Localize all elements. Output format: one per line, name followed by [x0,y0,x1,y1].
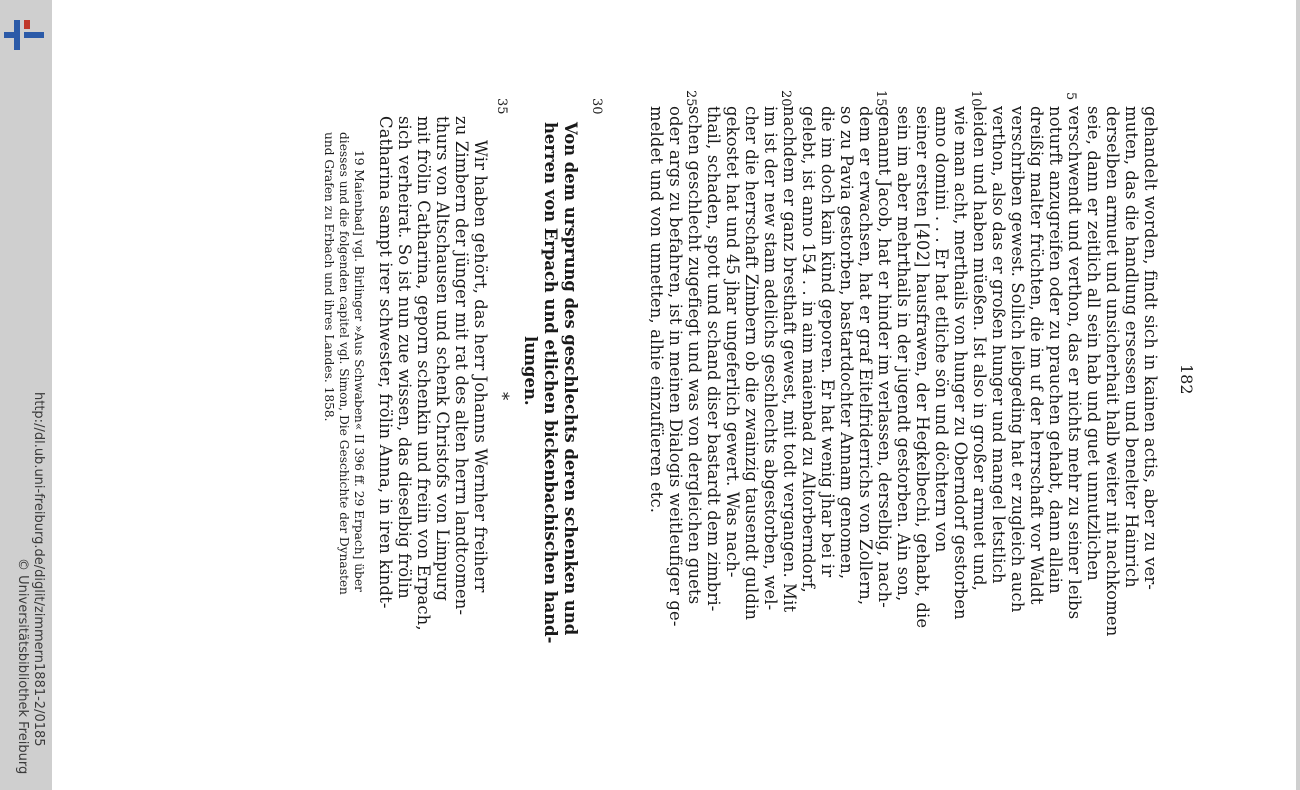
section-heading: lungen. [521,336,540,406]
text-line: anno domini . . . Er hat etliche sön und döchtern von [932,106,951,553]
text-line: gehandelt worden, findt sich in kainen actis, aber zu ver- [1141,106,1160,590]
text-line: gekostet hat und 45 jhar ungeferlich gewert. Was nach- [723,106,742,578]
text-line: verschwendt und verthon, das er nichts mehr zu seiner leibs [1065,106,1084,620]
text-line: leiden und haben müeßen. Ist also in großer armuet und, [970,106,989,592]
asterisk-divider: * [493,392,512,401]
text-line: dreißig malter früchten, die im uf der herrschaft vor Waldt [1027,106,1046,605]
line-number: 35 [494,98,509,115]
text-line: noturft anzugreifen oder zu prauchen gehabt, dann allain [1046,106,1065,594]
line-number: 25 [683,90,698,107]
text-line: muten, das die handlung ersessen und benelter Hainrich [1122,106,1141,588]
text-line: so zu Pavia gestorben, bastartdochter Annam genomen, [837,106,856,580]
text-line: cher die herrschaft Zimbern ob die zwainzig tausendt guldin [742,106,761,621]
text-line: derselben armuet und unsicherhait halb weiter nit nachkomen [1103,106,1122,637]
text-line: seiner ersten [402] hausfrawen, der Hegkelbechi, gehabt, die [913,106,932,629]
footnote-line: und Grafen zu Erbach und ihres Landes. 1858. [322,132,336,422]
source-url[interactable]: http://dl.ub.uni-freiburg.de/diglit/zimmern1881-2/0185 [31,392,46,747]
copyright-notice: © Universitätsbibliothek Freiburg [15,558,30,775]
line-number: 5 [1063,92,1078,101]
text-line: verschriben gewest. Sollich leibgeding hat er zugleich auch [1008,106,1027,613]
text-line: Catharina sampt irer schwester, frölin Anna, in iren kindt- [376,116,395,609]
text-line: oder args zu befahren, ist in meinen Dialogis weitleufiger ge- [666,106,685,627]
text-line: dem er erwachsen, hat er graf Eitelfriderrichs von Zollern, [856,106,875,606]
line-number: 10 [968,90,983,107]
text-line: schen geschlecht zugefiegt und was von dergleichen guets [685,106,704,605]
page-number: 182 [1177,364,1196,395]
text-line: zu Zimbern der jünger mit rat des alten herrn landtcomen- [452,116,471,616]
text-line: thail, schaden, spott und schand diser bastardt dem zimbri- [704,106,723,612]
text-line: genannt Jacob, hat er hinder im verlassen, derselbig, nach- [875,106,894,608]
text-line: meldet und von unnetten, alhie einzufüeren etc. [647,106,666,514]
section-heading: Von dem ursprung des geschlechts deren schenken und [561,122,580,636]
text-line: die im doch kain künd geporen. Er hat wenig jhar bei ir [818,106,837,578]
text-line: sich verheirat. So ist nun zue wissen, das dieselbig frölin [395,116,414,599]
text-line: Wir haben gehört, das herr Johanns Wernher freiherr [471,140,490,593]
footnote-line: 19 Maienbad] vgl. Birlinger »Aus Schwaben« II 396 ff. 29 Erpach] über [352,150,366,592]
text-line: verthon, also das er großen hunger und mangel letstlich [989,106,1008,584]
text-line: gelebt, ist anno 154 . . in aim maienbad zu Altorberndorf, [799,106,818,593]
line-number: 30 [589,98,604,115]
text-line: thurs von Altschausen und schenk Christofs von Limpurg [433,116,452,602]
text-line: sein im aber mehrthails in der jugendt gestorben. Ain son, [894,106,913,602]
text-line: seie, dann er zeitlich all sein hab und guet unnutzlichen [1084,106,1103,581]
text-line: nachdem er ganz bresthaft gewest, mit todt vergangen. Mit [780,106,799,613]
line-number: 20 [778,90,793,107]
text-line: mit frölin Catharina, geporn schenkin und freiin von Erpach, [414,116,433,631]
footnote-line: diesses und die folgenden capitel vgl. Simon, Die Geschichte der Dynasten [337,132,351,595]
text-line: im ist der new stam adelichs geschlechts abgestorben, wel- [761,106,780,611]
text-line: wie man acht, merthails von hunger zu Oberndorf gestorben [951,106,970,620]
line-number: 15 [873,90,888,107]
section-heading: herren von Erpach und etlichen bickenbachischen hand- [541,122,560,644]
